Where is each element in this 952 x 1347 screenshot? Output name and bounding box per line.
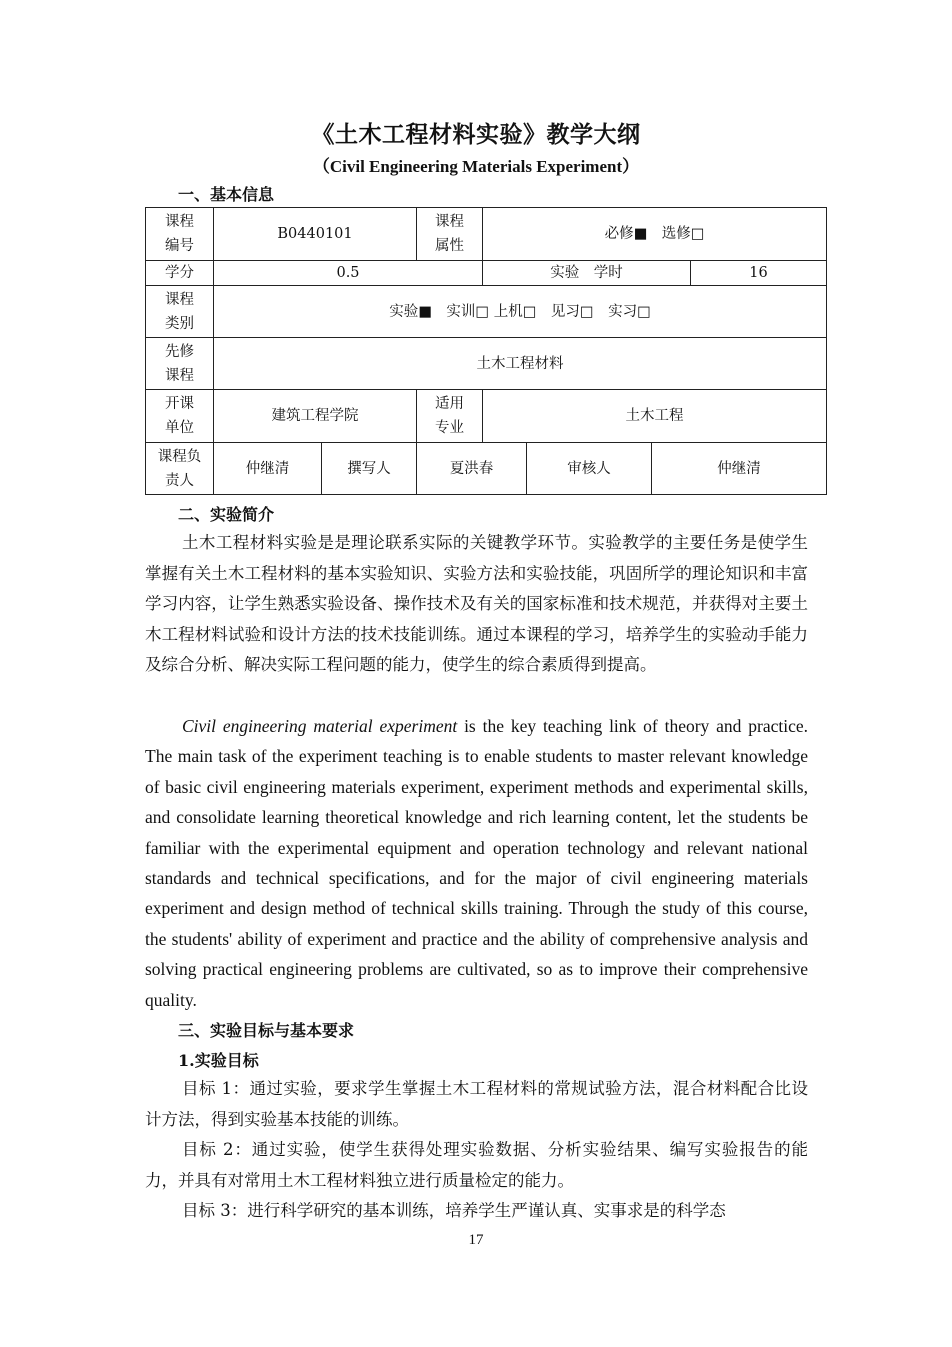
table-row <box>146 261 827 286</box>
section-heading-goals: 三、实验目标与基本要求 <box>178 1021 355 1040</box>
subsection-heading-goals: 1.实验目标 <box>178 1051 259 1070</box>
owner-label: 课程负 责人 <box>146 443 214 495</box>
intro-english-text: is the key teaching link of theory and practice. The main task of the experiment teaching is to enable students to master relevant knowledge of basic civil engineering materials experiment, experiment methods and experimental skills, and consolidate learning theoretical knowledge and rich learning content, let the students be familiar with the experimental equipment and operation technology and relevant national standards and technical specifications, and for the major of civil engineering materials experiment and design method of technical skills training. Through the study of this course, the students' ability of experiment and practice and the ability of comprehensive analysis and solving practical engineering problems are cultivated, so as to improve their comprehensive quality. <box>145 716 809 1010</box>
owner-value: 仲继清 <box>214 443 322 495</box>
reviewer-label: 审核人 <box>527 443 652 495</box>
dept-label: 开课 单位 <box>146 390 214 443</box>
credit-label: 学分 <box>146 261 214 286</box>
intro-chinese-paragraph: 土木工程材料实验是是理论联系实际的关键教学环节。实验教学的主要任务是使学生掌握有关土木工程材料的基本实验知识、实验方法和实验技能，巩固所学的理论知识和丰富学习内容，让学生熟悉实验设备、操作技术及有关的国家标准和技术规范，并获得对主要土木工程材料试验和设计方法的技术技能训练。通过本课程的学习，培养学生的实验动手能力及综合分析、解决实际工程问题的能力，使学生的综合素质得到提高。 <box>145 533 808 674</box>
section-heading-intro: 二、实验简介 <box>178 505 275 524</box>
course-code-value: B0440101 <box>214 208 417 261</box>
writer-value: 夏洪春 <box>417 443 527 495</box>
hours-value: 16 <box>691 261 827 286</box>
table-row <box>146 338 827 390</box>
basic-info-table <box>145 207 827 495</box>
course-attr-value: 必修■ 选修□ <box>483 208 827 261</box>
hours-label: 实验 学时 <box>483 261 691 286</box>
category-value: 实验■ 实训□ 上机□ 见习□ 实习□ <box>214 286 827 338</box>
major-value: 土木工程 <box>483 390 827 443</box>
course-code-label: 课程 编号 <box>146 208 214 261</box>
intro-english-italic: Civil engineering material experiment <box>182 716 458 736</box>
section-heading-basic-info: 一、基本信息 <box>178 185 275 204</box>
goal-2-paragraph: 目标 2：通过实验，使学生获得处理实验数据、分析实验结果、编写实验报告的能力，并具有对常用土木工程材料独立进行质量检定的能力。 <box>145 1140 808 1190</box>
prereq-label: 先修 课程 <box>146 338 214 390</box>
writer-label: 撰写人 <box>322 443 417 495</box>
table-row <box>146 286 827 338</box>
credit-value: 0.5 <box>214 261 483 286</box>
prereq-value: 土木工程材料 <box>214 338 827 390</box>
course-attr-label: 课程 属性 <box>417 208 483 261</box>
goal-3-paragraph: 目标 3：进行科学研究的基本训练，培养学生严谨认真、实事求是的科学态 <box>182 1201 726 1220</box>
intro-english-paragraph <box>145 711 808 1015</box>
reviewer-value: 仲继清 <box>652 443 827 495</box>
page-number: 17 <box>468 1232 484 1248</box>
goal-1-paragraph: 目标 1：通过实验，要求学生掌握土木工程材料的常规试验方法，混合材料配合比设计方法，得到实验基本技能的训练。 <box>145 1079 808 1129</box>
document-title: 《土木工程材料实验》教学大纲 <box>311 121 641 148</box>
category-label: 课程 类别 <box>146 286 214 338</box>
major-label: 适用 专业 <box>417 390 483 443</box>
table-row <box>146 208 827 261</box>
table-row <box>146 390 827 443</box>
table-row <box>146 443 827 495</box>
dept-value: 建筑工程学院 <box>214 390 417 443</box>
document-subtitle: （Civil Engineering Materials Experiment） <box>312 157 640 176</box>
